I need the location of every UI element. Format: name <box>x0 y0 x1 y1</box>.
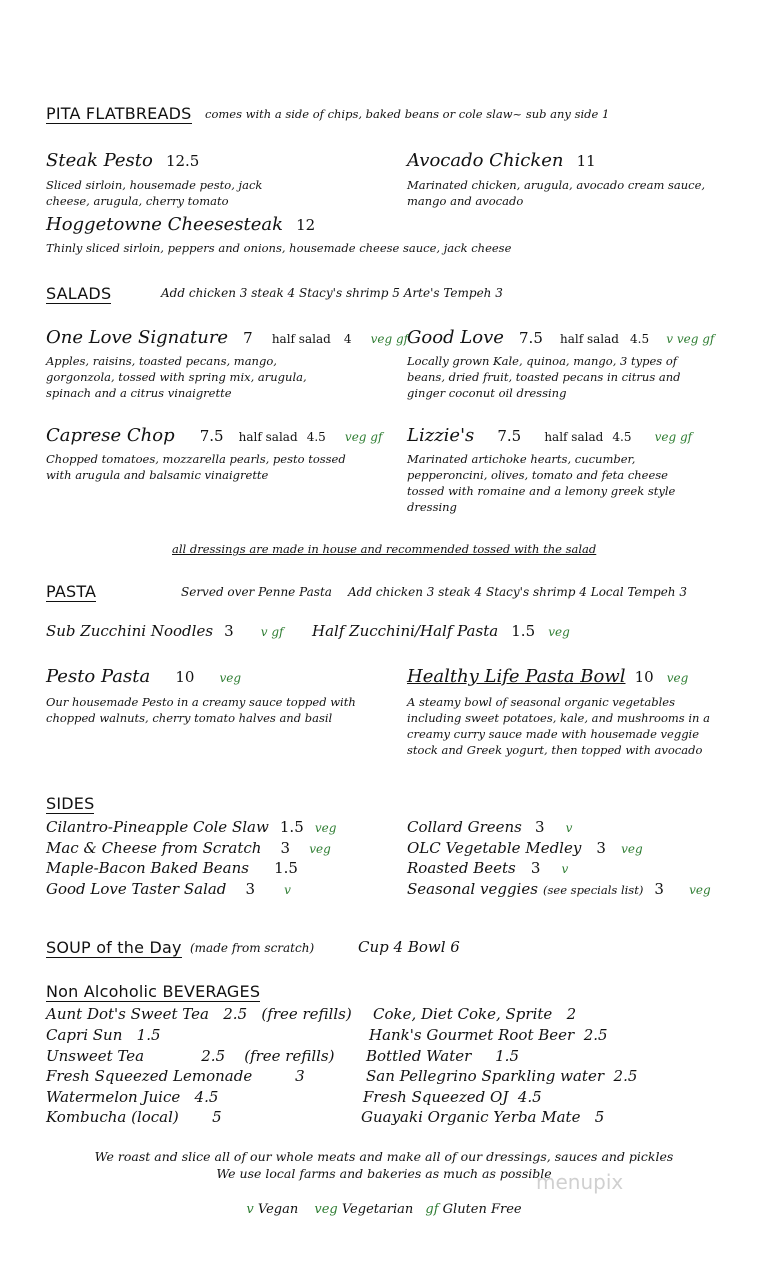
beverage-item: Unsweet Tea 2.5 (free refills) <box>46 1047 335 1065</box>
dish-name: Steak Pesto <box>46 150 153 171</box>
dish-price: 10 <box>175 668 195 686</box>
diet-tags: veg <box>219 671 242 685</box>
menu-item-pesto-pasta <box>46 666 241 687</box>
pita-section-title: PITA FLATBREADS <box>46 104 192 123</box>
dish-description: Locally grown Kale, quinoa, mango, 3 types of beans, dried fruit, toasted pecans in citrus and ginger coconut oil dressing <box>407 354 681 400</box>
dish-price: 12 <box>296 216 316 234</box>
menu-item-steak-pesto <box>46 150 199 171</box>
dish-name: Hoggetowne Cheesesteak <box>46 214 283 235</box>
side-price: 3 <box>280 839 291 857</box>
side-price: 3 <box>596 839 606 857</box>
side-price: 1.5 <box>274 859 298 877</box>
salads-addons: Add chicken 3 steak 4 Stacy's shrimp 5 Arte's Tempeh 3 <box>161 286 503 300</box>
side-name: OLC Vegetable Medley <box>407 839 582 857</box>
half-salad-label: half salad <box>544 430 604 444</box>
diet-tags: v gf <box>260 625 284 639</box>
sides-section-title: SIDES <box>46 794 95 813</box>
soup-section-title: SOUP of the Day <box>46 938 182 957</box>
side-item <box>407 879 711 898</box>
half-salad-price: 4.5 <box>306 430 326 444</box>
dish-price: 10 <box>634 668 654 686</box>
side-item <box>46 858 298 877</box>
beverage-item: Watermelon Juice 4.5 <box>46 1088 219 1106</box>
side-price: 3 <box>654 880 664 898</box>
side-item <box>46 879 291 898</box>
pita-note: comes with a side of chips, baked beans or cole slaw~ sub any side 1 <box>205 107 610 121</box>
diet-tags: veg <box>309 842 331 856</box>
beverage-item: Fresh Squeezed OJ 4.5 <box>363 1088 542 1106</box>
dish-name: Good Love <box>407 327 504 348</box>
side-price: 3 <box>530 859 541 877</box>
pasta-section-title: PASTA <box>46 582 97 601</box>
diet-tags: veg gf <box>370 332 409 346</box>
half-salad-label: half salad <box>559 332 619 346</box>
dish-description: Chopped tomatoes, mozzarella pearls, pesto tossed with arugula and balsamic vinaigrette <box>46 452 346 482</box>
soup-note: (made from scratch) <box>190 941 315 955</box>
dish-description: Our housemade Pesto in a creamy sauce topped with chopped walnuts, cherry tomato halves and basil <box>46 695 356 725</box>
pasta-sub-zucchini <box>46 621 284 640</box>
menu-item-good-love <box>407 327 714 348</box>
pasta-addons: Add chicken 3 steak 4 Stacy's shrimp 4 Local Tempeh 3 <box>348 585 687 599</box>
dish-description: Marinated artichoke hearts, cucumber, pepperoncini, olives, tomato and feta cheese tossed with romaine and a lemony greek style dressing <box>407 452 676 514</box>
dish-name: Avocado Chicken <box>407 150 564 171</box>
beverage-item: Guayaki Organic Yerba Mate 5 <box>361 1108 605 1126</box>
dish-name: One Love Signature <box>46 327 229 348</box>
half-salad-label: half salad <box>238 430 298 444</box>
diet-legend <box>0 1202 768 1217</box>
side-item <box>407 858 568 877</box>
menu-item-lizzies <box>407 425 692 446</box>
beverage-item: Coke, Diet Coke, Sprite 2 <box>373 1005 577 1023</box>
diet-tags: v <box>565 821 573 835</box>
side-price: 1.5 <box>279 818 304 836</box>
beverage-item: Kombucha (local) 5 <box>46 1108 222 1126</box>
diet-tags: veg <box>621 842 643 856</box>
footer-line-1: We roast and slice all of our whole meats and make all of our dressings, sauces and pickles <box>94 1149 674 1164</box>
beverage-item: Capri Sun 1.5 <box>46 1026 161 1044</box>
side-name: Roasted Beets <box>407 859 516 877</box>
beverage-item: Hank's Gourmet Root Beer 2.5 <box>369 1026 608 1044</box>
diet-tags: veg <box>314 821 337 835</box>
diet-tags: v veg gf <box>666 332 715 346</box>
diet-tags: veg <box>666 671 689 685</box>
dressing-note: all dressings are made in house and recommended tossed with the salad <box>172 542 597 556</box>
soup-prices: Cup 4 Bowl 6 <box>358 938 460 956</box>
beverage-item: Bottled Water 1.5 <box>366 1047 519 1065</box>
side-item <box>407 817 572 836</box>
half-salad-label: half salad <box>271 332 331 346</box>
side-name: Good Love Taster Salad <box>46 880 227 898</box>
side-name: Cilantro-Pineapple Cole Slaw <box>46 818 269 836</box>
pasta-half-zucchini <box>312 621 570 640</box>
dish-description: A steamy bowl of seasonal organic vegetables including sweet potatoes, kale, and mushrooms in a creamy curry sauce made with housemade veggie stock and Greek yogurt, then topped with avocado <box>407 695 710 757</box>
side-extra: (see specials list) <box>543 883 644 897</box>
dish-price: 7.5 <box>497 427 522 445</box>
menu-item-avocado-chicken <box>407 150 596 171</box>
side-price: 3 <box>245 880 256 898</box>
dish-description: Thinly sliced sirloin, peppers and onions, housemade cheese sauce, jack cheese <box>46 241 512 255</box>
half-salad-price: 4.5 <box>630 332 650 346</box>
side-name: Mac & Cheese from Scratch <box>46 839 262 857</box>
half-salad-price: 4.5 <box>612 430 632 444</box>
sub-price: 3 <box>224 622 234 640</box>
side-name: Seasonal veggies <box>407 880 538 898</box>
diet-tags: veg gf <box>344 430 383 444</box>
menu-item-healthy-life-pasta-bowl <box>407 666 688 687</box>
dish-name: Caprese Chop <box>46 425 175 446</box>
dish-price: 7.5 <box>199 427 224 445</box>
diet-tags: veg gf <box>654 430 693 444</box>
legend-vegan-text: Vegan <box>257 1202 299 1217</box>
side-item <box>46 838 331 857</box>
side-name: Collard Greens <box>407 818 522 836</box>
watermark-logo: menupix <box>536 1170 624 1194</box>
side-name: Maple-Bacon Baked Beans <box>46 859 249 877</box>
side-price: 3 <box>534 818 545 836</box>
dish-price: 12.5 <box>165 152 200 170</box>
diet-tags: v <box>561 862 569 876</box>
beverage-item: San Pellegrino Sparkling water 2.5 <box>366 1067 638 1085</box>
salads-section-title: SALADS <box>46 284 112 303</box>
menu-item-caprese-chop <box>46 425 382 446</box>
legend-vegetarian-tag: veg <box>314 1202 338 1217</box>
menu-item-one-love-signature <box>46 327 408 348</box>
beverages-section-title: Non Alcoholic BEVERAGES <box>46 982 261 1001</box>
beverage-item: Fresh Squeezed Lemonade 3 <box>46 1067 305 1085</box>
pasta-served-note: Served over Penne Pasta <box>181 585 332 599</box>
sub-price: 1.5 <box>511 622 536 640</box>
legend-vegetarian-text: Vegetarian <box>341 1202 414 1217</box>
legend-gluten-free-text: Gluten Free <box>442 1202 522 1217</box>
dish-price: 11 <box>576 152 596 170</box>
dish-description: Sliced sirloin, housemade pesto, jack cheese, arugula, cherry tomato <box>46 178 263 208</box>
dish-name: Pesto Pasta <box>46 666 151 687</box>
footer-line-2: We use local farms and bakeries as much as possible <box>216 1166 552 1181</box>
sub-label: Sub Zucchini Noodles <box>46 622 214 640</box>
dish-price: 7 <box>243 329 253 347</box>
sub-label: Half Zucchini/Half Pasta <box>312 622 499 640</box>
dish-price: 7.5 <box>519 329 543 347</box>
dish-name: Healthy Life Pasta Bowl <box>407 666 626 687</box>
diet-tags: veg <box>689 883 711 897</box>
half-salad-price: 4 <box>343 332 352 346</box>
side-item <box>407 838 643 857</box>
side-item <box>46 817 336 836</box>
menu-item-hoggetowne-cheesesteak <box>46 214 315 235</box>
dish-description: Apples, raisins, toasted pecans, mango, gorgonzola, tossed with spring mix, arugula, spinach and a citrus vinaigrette <box>46 354 307 400</box>
dish-description: Marinated chicken, arugula, avocado cream sauce, mango and avocado <box>407 178 706 208</box>
legend-gluten-free-tag: gf <box>425 1202 439 1217</box>
diet-tags: v <box>284 883 291 897</box>
dish-name: Lizzie's <box>407 425 475 446</box>
legend-vegan-tag: v <box>246 1202 254 1217</box>
diet-tags: veg <box>548 625 570 639</box>
beverage-item: Aunt Dot's Sweet Tea 2.5 (free refills) <box>46 1005 352 1023</box>
